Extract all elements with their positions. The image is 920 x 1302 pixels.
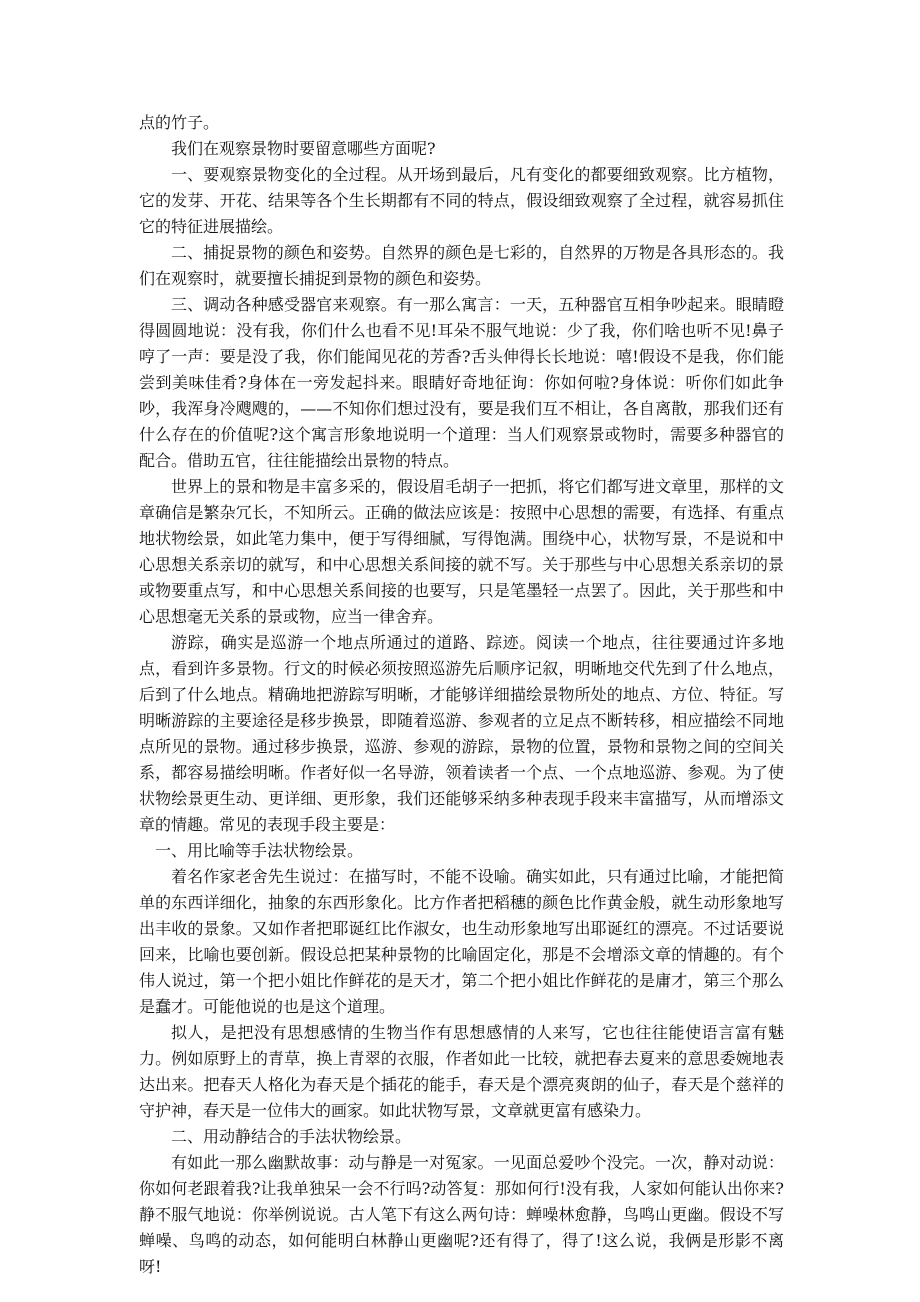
section-heading-1: 一、用比喻等手法状物绘景。 <box>155 841 364 860</box>
document-body <box>139 110 784 1280</box>
paragraph-7: 游踪，确实是巡游一个地点所通过的道路、踪迹。阅读一个地点，往往要通过许多地点，看到许多景物。行文的时候必须按照巡游先后顺序记叙，明晰地交代先到了什么地点，后到了什么地点。精确地把游踪写明晰，才能够详细描绘景物所处的地点、方位、特征。写明晰游踪的主要途径是移步换景，即随着巡游、参观者的立足点不断转移，相应描绘不同地点所见的景物。通过移步换景，巡游、参观的游踪，景物的位置，景物和景物之间的空间关系，都容易描绘明晰。作者好似一名导游，领着读者一个点、一个点地巡游、参观。为了使状物绘景更生动、更详细、更形象，我们还能够采纳多种表现手段来丰富描写，从而增添文章的情趣。常见的表现手段主要是： <box>139 633 784 834</box>
paragraph-4: 二、捕捉景物的颜色和姿势。自然界的颜色是七彩的，自然界的万物是各具形态的。我们在观察时，就要擅长捕捉到景物的颜色和姿势。 <box>139 243 784 288</box>
paragraph-3: 一、要观察景物变化的全过程。从开场到最后，凡有变化的都要细致观察。比方植物，它的发芽、开花、结果等各个生长期都有不同的特点，假设细致观察了全过程，就容易抓住它的特征进展描绘。 <box>139 165 784 236</box>
paragraph-1: 点的竹子。 <box>139 113 220 132</box>
paragraph-5: 三、调动各种感受器官来观察。有一那么寓言：一天，五种器官互相争吵起来。眼睛瞪得圆圆地说：没有我，你们什么也看不见!耳朵不服气地说：少了我，你们啥也听不见!鼻子哼了一声：要是没了我，你们能闻见花的芳香?舌头伸得长长地说：嘻!假设不是我，你们能尝到美味佳肴?身体在一旁发起抖来。眼睛好奇地征询：你如何啦?身体说：听你们如此争吵，我浑身冷飕飕的，——不知你们想过没有，要是我们互不相让，各自离散，那我们还有什么存在的价值呢?这个寓言形象地说明一个道理：当人们观察景或物时，需要多种器官的配合。借助五官，往往能描绘出景物的特点。 <box>139 295 784 470</box>
paragraph-6: 世界上的景和物是丰富多采的，假设眉毛胡子一把抓，将它们都写进文章里，那样的文章确信是繁杂冗长，不知所云。正确的做法应该是：按照中心思想的需要，有选择、有重点地状物绘景，如此笔力集中，便于写得细腻，写得饱满。围绕中心，状物写景，不是说和中心思想关系亲切的就写，和中心思想关系间接的就不写。关于那些与中心思想关系亲切的景或物要重点写，和中心思想关系间接的也要写，只是笔墨轻一点罢了。因此，关于那些和中心思想毫无关系的景或物，应当一律舍弃。 <box>139 477 784 626</box>
paragraph-10: 拟人，是把没有思想感情的生物当作有思想感情的人来写，它也往往能使语言富有魅力。例如原野上的青草，换上青翠的衣服，作者如此一比较，就把春去夏来的意思委婉地表达出来。把春天人格化为春天是个插花的能手，春天是个漂亮爽朗的仙子，春天是个慈祥的守护神，春天是一位伟大的画家。如此状物写景，文章就更富有感染力。 <box>139 1023 784 1120</box>
paragraph-12: 有如此一那么幽默故事：动与静是一对冤家。一见面总爱吵个没完。一次，静对动说：你如何老跟着我?让我单独呆一会不行吗?动答复：那如何行!没有我，人家如何能认出你来?静不服气地说：你举例说说。古人笔下有这么两句诗：蝉噪林愈静，鸟鸣山更幽。假设不写蝉噪、鸟鸣的动态，如何能明白林静山更幽呢?还有得了，得了!这么说，我俩是形影不离呀! <box>139 1153 784 1276</box>
section-heading-2: 二、用动静结合的手法状物绘景。 <box>171 1127 412 1146</box>
paragraph-9: 着名作家老舍先生说过：在描写时，不能不设喻。确实如此，只有通过比喻，才能把简单的东西详细化，抽象的东西形象化。比方作者把稻穗的颜色比作黄金般，就生动形象地写出丰收的景象。又如作者把耶诞红比作淑女，也生动形象地写出耶诞红的漂亮。不过话要说回来，比喻也要创新。假设总把某种景物的比喻固定化，那是不会增添文章的情趣的。有个伟人说过，第一个把小姐比作鲜花的是天才，第二个把小姐比作鲜花的是庸才，第三个那么是蠢才。可能他说的也是这个道理。 <box>139 867 784 1016</box>
paragraph-2: 我们在观察景物时要留意哪些方面呢? <box>171 139 436 158</box>
